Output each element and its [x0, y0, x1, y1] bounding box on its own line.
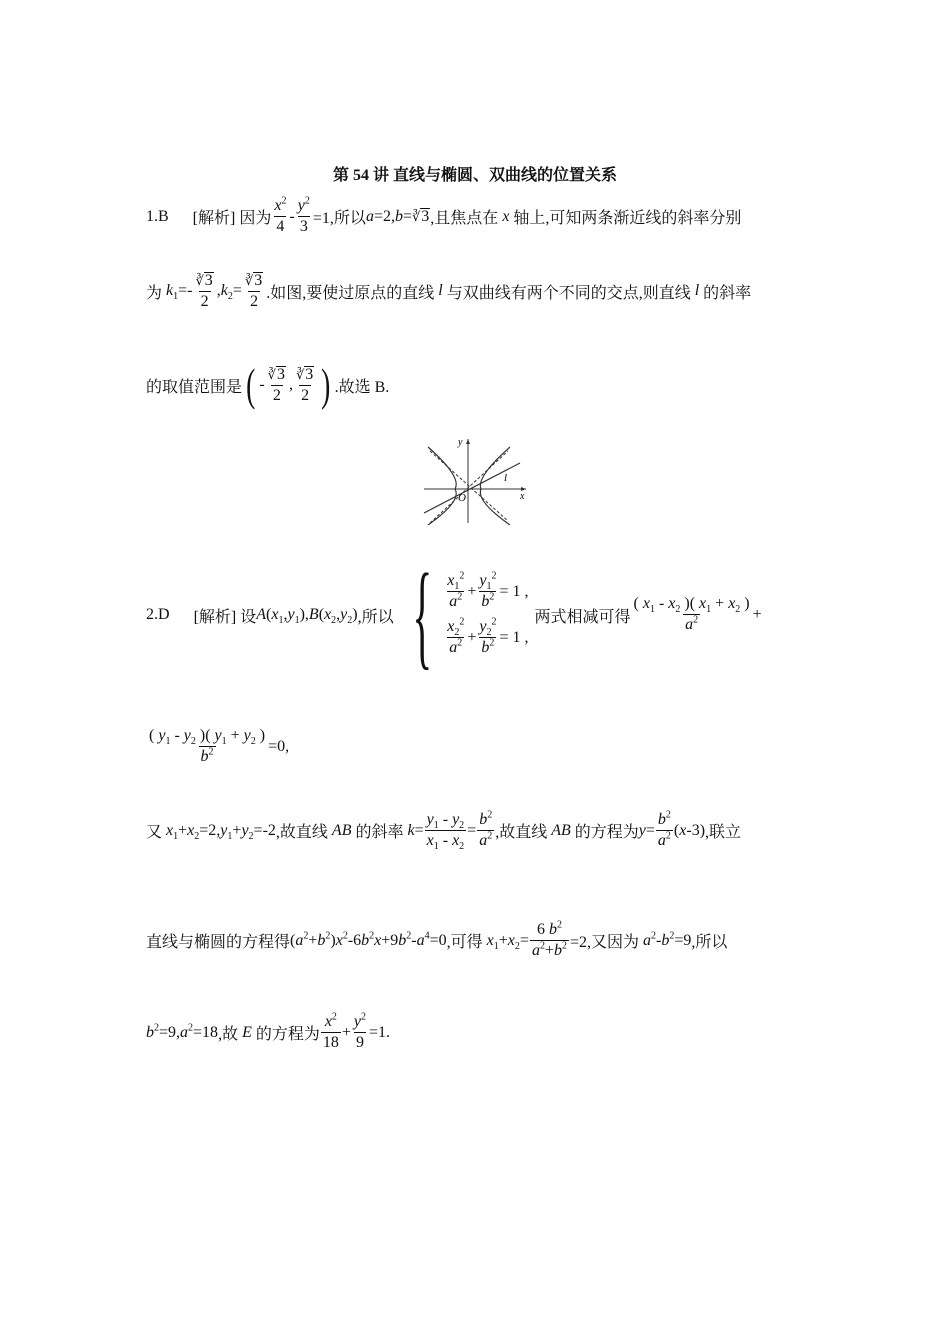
page-title: 第 54 讲 直线与椭圆、双曲线的位置关系 — [332, 167, 617, 184]
x-axis-label: x — [520, 491, 525, 502]
text: =2, — [373, 207, 395, 225]
answer-label: 1.B — [146, 207, 169, 225]
text: 的斜率 — [355, 824, 404, 842]
fraction-sqrt3-over-2: $\frac{∛3}{2}$ — [267, 365, 285, 404]
text: 轴上,可知两条渐近线的斜率分别 — [513, 210, 742, 228]
fraction-x2-over-18: $\frac{x^2}{18}$ — [322, 1011, 339, 1051]
fraction-y2-over-9: $\frac{y^2}{9}$ — [353, 1011, 367, 1051]
fraction-b2-over-a2: $\frac{b^2}{a^2}$ — [479, 809, 493, 849]
analysis-tag: [解析] — [192, 210, 236, 228]
y-axis-label: y — [458, 437, 463, 448]
text: .故选 B. — [334, 378, 390, 396]
equation-system: $\frac{x_1^2}{a^2}$ + $\frac{y_1^2}{b^2}$ = 1 , $\frac{x_2^2}{a^2}$ + $\frac{y_2^2}{b^2}$ = 1 , — [447, 571, 529, 656]
solution-2-line-3: 又 $x_1+x_2=2,y_1+y_2=-2$ ,故直线 AB 的斜率 k= $\frac{y_1 - y_2}{x_1 - x_2}$ = $\frac{b^2}{a^2}$ ,故直线 AB 的方程为 y= $\frac{b^2}{a^2}$ (x-3) ,联立 — [146, 809, 742, 852]
fraction-sqrt3-over-2: $\frac{∛3}{2}$ — [295, 365, 314, 404]
text: 直线与椭圆的方程得 — [146, 934, 291, 952]
analysis-tag: [解析] — [193, 608, 237, 626]
text: 与双曲线有两个不同的交点,则直线 — [446, 284, 691, 302]
fraction-y-difference: $\frac{( y_1 - y_2 )( y_1 + y_2 )}{b^2}$ — [149, 727, 266, 765]
line-l-label: l — [504, 472, 508, 484]
fraction-sqrt3-over-2: $\frac{∛3}{2}$ — [244, 272, 263, 310]
solution-2-line-1: 2.D [解析] 设 $A(x_1,y_1),B(x_2,y_2)$ ,所以 { $\frac{x_1^2}{a^2}$ + $\frac{y_1^2}{b^2}$ = 1 , $\frac{x_2^2}{a^2}$ + $\frac{y_2^2}{b^2}$ = 1 , 两式相减可得 $\frac{( x_1 - x_2 )( x_1 + x_2 )}{a^2}$ + — [146, 549, 762, 680]
text: 两式相减可得 — [534, 608, 631, 626]
text: ,可得 — [446, 934, 483, 952]
origin-label: O — [458, 492, 466, 504]
text: =1. — [369, 1023, 391, 1041]
fraction-sqrt3-over-2: $\frac{∛3}{2}$ — [195, 272, 213, 310]
text: ,所以 — [357, 608, 394, 626]
solution-1-line-2: 为 $k_1=-$ $\frac{∛3}{2}$ $,k_2=$ $\frac{∛3}{2}$ .如图,要使过原点的直线 l 与双曲线有两个不同的交点,则直线 l 的斜率 — [146, 272, 752, 310]
hyperbola-figure — [422, 437, 528, 530]
text: 又 — [146, 824, 163, 842]
text: ,联立 — [705, 824, 742, 842]
answer-label: 2.D — [146, 606, 170, 623]
text: 设 — [240, 608, 257, 626]
solution-1-line-1: 1.B [解析] 因为 $\frac{x^2}{4}$ - $\frac{y^2}{3}$ =1,所以 a =2, b=∛3 ,且焦点在 x 轴上,可知两条渐近线的斜率分别 — [146, 195, 742, 235]
fraction-sum-of-roots: $\frac{6 b^2}{a^2+b^2}$ — [531, 919, 567, 959]
solution-1-line-3: 的取值范围是 ( - $\frac{∛3}{2}$ , $\frac{∛3}{2}$ ) .故选 B. — [146, 359, 390, 410]
fraction-b2-over-a2: $\frac{b^2}{a^2}$ — [657, 809, 671, 849]
text: =2,又因为 — [569, 934, 639, 952]
solution-2-line-5: $b^2=9,a^2=18$ ,故 E 的方程为 $\frac{x^2}{18}$ + $\frac{y^2}{9}$ =1. — [146, 1011, 391, 1051]
fraction-x-difference: $\frac{( x_1 - x_2 )( x_1 + x_2 )}{a^2}$ — [633, 595, 750, 633]
text: 因为 — [239, 210, 272, 228]
text: =1,所以 — [312, 210, 366, 228]
text: 的方程为 — [574, 824, 639, 842]
text: 为 — [146, 284, 163, 302]
text: ,故直线 — [495, 824, 548, 842]
solution-2-line-4: 直线与椭圆的方程得 $(a^2+b^2)x^2-6b^2x+9b^2-a^4=0$ ,可得 $x_1+x_2=$ $\frac{6 b^2}{a^2+b^2}$ =2,又因为 $a^2-b^2=9$ ,所以 — [146, 919, 728, 959]
text: 的斜率 — [703, 284, 752, 302]
text: ,故 — [218, 1026, 239, 1044]
hyperbola-graph — [422, 437, 528, 525]
fraction-x2-over-4: $\frac{x^2}{4}$ — [274, 195, 287, 235]
text: =0, — [268, 737, 290, 755]
fraction-y2-over-3: $\frac{y^2}{3}$ — [297, 195, 310, 235]
text: ,且焦点在 — [430, 210, 499, 228]
text: ,所以 — [691, 934, 728, 952]
text: 的取值范围是 — [146, 378, 243, 396]
fraction-slope: $\frac{y_1 - y_2}{x_1 - x_2}$ — [426, 811, 465, 852]
text: 的方程为 — [255, 1026, 320, 1044]
text: ,故直线 — [275, 824, 328, 842]
solution-2-line-2 — [146, 728, 289, 766]
text: .如图,要使过原点的直线 — [266, 284, 435, 302]
